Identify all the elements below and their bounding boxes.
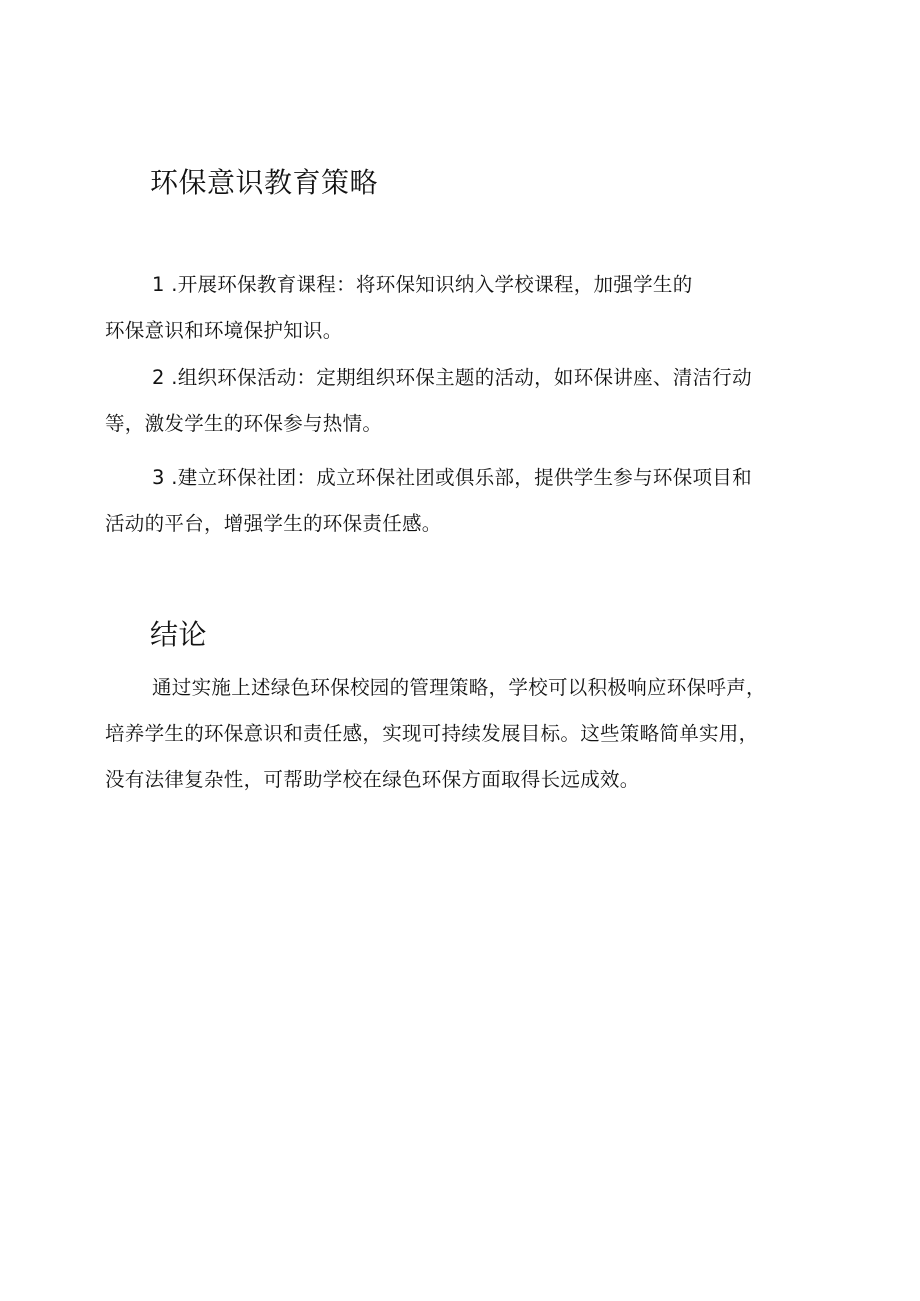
list-item-text-line: 环保意识和环境保护知识。 <box>105 319 343 342</box>
list-item-text-line: 等，激发学生的环保参与热情。 <box>105 412 383 435</box>
list-item-course <box>105 262 820 354</box>
conclusion-paragraph <box>105 665 820 803</box>
list-item-text-line: 2 .组织环保活动：定期组织环保主题的活动，如环保讲座、清洁行动 <box>152 366 752 389</box>
list-item-text-line: 活动的平台，增强学生的环保责任感。 <box>105 512 442 535</box>
section-heading-education-strategy: 环保意识教育策略 <box>150 166 379 199</box>
conclusion-text-line: 没有法律复杂性，可帮助学校在绿色环保方面取得长远成效。 <box>105 768 640 791</box>
list-item-text-line: 3 .建立环保社团：成立环保社团或俱乐部，提供学生参与环保项目和 <box>152 466 752 489</box>
conclusion-text-line: 通过实施上述绿色环保校园的管理策略，学校可以积极响应环保呼声， <box>152 676 766 699</box>
conclusion-text-line: 培养学生的环保意识和责任感，实现可持续发展目标。这些策略简单实用， <box>105 722 759 745</box>
list-item-activities <box>105 355 820 447</box>
list-item-text-line: 1 .开展环保教育课程：将环保知识纳入学校课程，加强学生的 <box>152 273 693 296</box>
section-heading-conclusion: 结论 <box>150 618 208 651</box>
list-item-club <box>105 455 820 547</box>
